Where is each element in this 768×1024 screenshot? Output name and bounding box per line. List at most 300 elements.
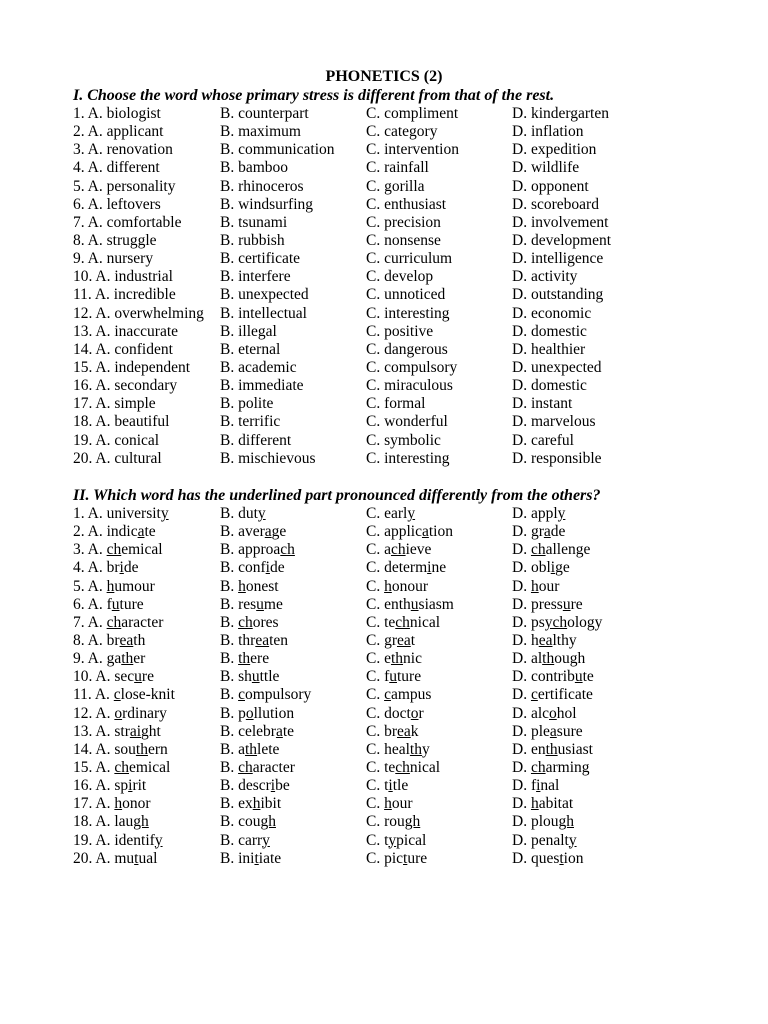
option-c: C. miraculous	[366, 377, 453, 395]
option-text: C. doct	[366, 704, 411, 722]
question-row	[73, 159, 753, 177]
option-a	[73, 668, 154, 686]
option-a-text: A. struggle	[87, 231, 157, 249]
question-row	[73, 795, 753, 813]
option-d: D. marvelous	[512, 413, 596, 431]
question-number: 17.	[73, 795, 96, 813]
question-number: 5.	[73, 577, 88, 595]
option-b: B. rhinoceros	[220, 177, 304, 195]
option-a	[73, 632, 145, 650]
option-text: C. rou	[366, 813, 405, 831]
underlined-part: gh	[133, 813, 149, 831]
option-text-rest: be	[275, 777, 290, 795]
option-a	[73, 359, 190, 377]
underlined-part: y	[262, 831, 270, 849]
underlined-part: i	[536, 777, 541, 795]
option-d	[512, 850, 583, 868]
option-text: B. approa	[220, 541, 281, 559]
option-text: A. f	[87, 595, 112, 613]
option-text: D.	[512, 541, 531, 559]
option-text-rest: y	[421, 740, 430, 758]
question-number: 20.	[73, 849, 96, 867]
underlined-part: h	[114, 795, 123, 813]
option-text: C. t	[366, 777, 389, 795]
option-text: C. heal	[366, 740, 410, 758]
underlined-part: th	[542, 650, 555, 668]
option-text-rest: onour	[391, 577, 429, 595]
option-a	[73, 578, 155, 596]
question-number: 2.	[73, 123, 88, 141]
option-c: C. compliment	[366, 105, 459, 122]
question-number: 19.	[73, 431, 96, 449]
option-a	[73, 105, 161, 123]
underlined-part: u	[562, 595, 571, 613]
question-row	[73, 232, 753, 250]
question-number: 13.	[73, 322, 96, 340]
option-a-text: A. different	[87, 159, 160, 177]
question-number: 4.	[73, 159, 88, 177]
question-row	[73, 759, 753, 777]
option-text: A. br	[87, 559, 120, 577]
option-d	[512, 795, 573, 813]
option-text: C. a	[366, 541, 391, 559]
option-text: C. te	[366, 613, 396, 631]
option-text: D. en	[512, 740, 546, 758]
option-d: D. inflation	[512, 123, 584, 141]
underlined-part: h	[384, 577, 392, 595]
option-b	[220, 559, 285, 577]
option-text-rest: ght	[141, 722, 161, 740]
option-a	[73, 596, 144, 614]
option-text-rest: ology	[567, 613, 603, 631]
option-text-rest: nical	[409, 758, 441, 776]
option-text-rest: pical	[396, 831, 427, 849]
option-a-text: A. simple	[95, 395, 156, 413]
option-c	[366, 813, 420, 831]
option-text-rest: nic	[403, 650, 422, 668]
question-number: 18.	[73, 413, 96, 431]
option-b	[220, 614, 279, 632]
option-a	[73, 432, 159, 450]
option-a	[73, 413, 169, 431]
option-text-rest: ampus	[390, 686, 432, 704]
question-row	[73, 777, 753, 795]
option-text: C. te	[366, 758, 396, 776]
option-b: B. maximum	[220, 123, 301, 141]
option-text: D.	[512, 758, 531, 776]
underlined-part: t	[403, 849, 408, 867]
question-number: 5.	[73, 177, 88, 195]
question-row	[73, 741, 753, 759]
underlined-part: i	[550, 559, 556, 577]
underlined-part: ai	[129, 722, 142, 740]
underlined-part: th	[545, 740, 558, 758]
question-row	[73, 632, 753, 650]
option-text: A. lau	[95, 813, 134, 831]
option-a-text: A. beautiful	[95, 413, 170, 431]
question-number: 20.	[73, 449, 96, 467]
option-c	[366, 705, 424, 723]
option-a	[73, 723, 161, 741]
option-text-rest: ten	[269, 631, 289, 649]
option-a	[73, 178, 175, 196]
option-text: D. f	[512, 777, 537, 795]
question-row	[73, 650, 753, 668]
option-c: C. category	[366, 123, 438, 141]
question-number: 15.	[73, 758, 96, 776]
question-number: 9.	[73, 250, 88, 268]
option-a	[73, 159, 160, 177]
option-text-rest: k	[410, 722, 419, 740]
option-d	[512, 741, 593, 759]
option-text-rest: de	[550, 523, 566, 541]
question-number: 19.	[73, 831, 96, 849]
option-c: C. precision	[366, 213, 441, 231]
option-a	[73, 377, 177, 395]
underlined-part: ch	[395, 758, 410, 776]
option-text-rest: our	[391, 795, 413, 813]
underlined-part: ea	[538, 631, 553, 649]
option-b: B. bamboo	[220, 159, 289, 177]
underlined-part: h	[238, 577, 246, 595]
underlined-part: u	[389, 668, 397, 686]
option-b: B. certificate	[220, 250, 301, 268]
option-text: B.	[220, 650, 239, 668]
question-row	[73, 523, 753, 541]
option-text: C. enth	[366, 595, 411, 613]
option-b: B. immediate	[220, 377, 304, 395]
option-a	[73, 614, 163, 632]
option-text: D. ps	[512, 613, 545, 631]
option-d	[512, 832, 577, 850]
question-number: 11.	[73, 686, 95, 704]
option-text: C. pic	[366, 849, 404, 867]
option-c: C. wonderful	[366, 413, 448, 431]
question-row	[73, 686, 753, 704]
question-number: 7.	[73, 613, 88, 631]
option-text-rest: de	[269, 559, 285, 577]
option-text-rest: nical	[409, 613, 441, 631]
option-c: C. formal	[366, 395, 426, 413]
option-a	[73, 741, 168, 759]
underlined-part: i	[427, 559, 432, 577]
option-b: B. terrific	[220, 413, 281, 431]
underlined-part: h	[384, 795, 392, 813]
question-row	[73, 668, 753, 686]
option-d: D. careful	[512, 431, 574, 449]
underlined-part: i	[270, 777, 276, 795]
page-title: PHONETICS (2)	[325, 68, 443, 85]
section-2-heading: II. Which word has the underlined part pronounced differently from the others?	[73, 487, 601, 504]
option-d: D. activity	[512, 268, 578, 286]
underlined-part: y	[257, 505, 266, 522]
option-a	[73, 523, 156, 541]
option-text-rest: llution	[253, 704, 295, 722]
option-a-text: A. applicant	[87, 123, 164, 141]
option-text: B. ex	[220, 795, 253, 813]
underlined-part: i	[265, 559, 270, 577]
option-text: A. universit	[87, 505, 161, 522]
question-number: 2.	[73, 523, 88, 541]
option-text: A.	[95, 704, 115, 722]
option-text: B. descr	[220, 777, 271, 795]
option-a-text: A. comfortable	[87, 213, 182, 231]
option-c: C. gorilla	[366, 177, 425, 195]
question-number: 1.	[73, 105, 88, 122]
underlined-part: ch	[530, 758, 546, 776]
underlined-part: gh	[404, 813, 421, 831]
option-text: D. contrib	[512, 668, 575, 686]
question-row	[73, 268, 753, 286]
underlined-part: u	[251, 668, 260, 686]
option-text-rest: tle	[392, 777, 409, 795]
question-row	[73, 705, 753, 723]
option-text: B. p	[220, 704, 246, 722]
option-c	[366, 541, 431, 559]
question-row	[73, 559, 753, 577]
option-text-rest: emical	[121, 541, 163, 559]
underlined-part: ea	[397, 722, 411, 740]
underlined-part: o	[410, 704, 419, 722]
option-text-rest: sure	[556, 722, 583, 740]
option-text-rest: lthy	[552, 631, 577, 649]
question-row	[73, 432, 753, 450]
question-row	[73, 359, 753, 377]
underlined-part: ch	[530, 541, 546, 559]
underlined-part: th	[244, 740, 258, 758]
option-d: D. kindergarten	[512, 105, 609, 122]
underlined-part: y	[557, 505, 566, 522]
option-c: C. develop	[366, 268, 434, 286]
option-text: B. aver	[220, 523, 265, 541]
option-text: C. applic	[366, 523, 422, 541]
option-b: B. academic	[220, 358, 297, 376]
question-row	[73, 141, 753, 159]
option-a	[73, 123, 163, 141]
option-c	[366, 596, 454, 614]
option-d: D. domestic	[512, 377, 587, 395]
option-c: C. compulsory	[366, 358, 458, 376]
question-number: 3.	[73, 141, 88, 159]
option-text-rest: lete	[257, 740, 280, 758]
option-b	[220, 578, 279, 596]
option-a	[73, 541, 163, 559]
option-text-rest: th	[133, 631, 146, 649]
option-text: D. appl	[512, 505, 558, 522]
option-d: D. outstanding	[512, 286, 604, 304]
option-a	[73, 341, 173, 359]
option-text: B.	[220, 613, 239, 631]
option-text: A. mu	[95, 849, 135, 867]
option-a	[73, 305, 204, 323]
option-c	[366, 759, 440, 777]
option-d	[512, 614, 602, 632]
option-b: B. unexpected	[220, 286, 309, 304]
option-c: C. unnoticed	[366, 286, 446, 304]
option-a	[73, 705, 167, 723]
option-text-rest: umour	[114, 577, 155, 595]
option-c	[366, 650, 422, 668]
underlined-part: ch	[395, 613, 410, 631]
question-row	[73, 413, 753, 431]
option-d	[512, 686, 593, 704]
question-number: 18.	[73, 813, 96, 831]
question-number: 1.	[73, 505, 88, 522]
question-row	[73, 250, 753, 268]
option-b	[220, 650, 269, 668]
option-d: D. involvement	[512, 213, 609, 231]
option-text-rest: usiast	[557, 740, 593, 758]
underlined-part: a	[264, 523, 272, 541]
question-number: 7.	[73, 213, 88, 231]
option-b: B. intellectual	[220, 304, 307, 322]
question-number: 9.	[73, 650, 88, 668]
option-c	[366, 505, 415, 523]
question-number: 16.	[73, 377, 96, 395]
option-b	[220, 850, 281, 868]
option-text-rest: ieve	[405, 541, 432, 559]
option-a	[73, 232, 157, 250]
option-b	[220, 632, 288, 650]
option-text: B. carr	[220, 831, 263, 849]
option-d	[512, 578, 559, 596]
option-text: A.	[87, 577, 107, 595]
question-number: 8.	[73, 631, 88, 649]
option-text-rest: iate	[258, 849, 282, 867]
underlined-part: h	[530, 795, 539, 813]
option-b: B. tsunami	[220, 213, 288, 231]
option-text: B. ini	[220, 849, 255, 867]
underlined-part: h	[530, 577, 539, 595]
option-a	[73, 759, 170, 777]
option-text-rest: me	[263, 595, 283, 613]
option-c: C. nonsense	[366, 231, 441, 249]
option-text: C. e	[366, 650, 391, 668]
underlined-part: ch	[238, 758, 253, 776]
option-text: A. str	[95, 722, 130, 740]
option-c	[366, 832, 426, 850]
question-number: 10.	[73, 268, 96, 286]
option-c	[366, 777, 408, 795]
underlined-part: y	[388, 831, 397, 849]
option-text: B. thr	[220, 631, 256, 649]
option-a	[73, 686, 175, 704]
underlined-part: t	[134, 849, 139, 867]
option-text: B. celebr	[220, 722, 276, 740]
option-b	[220, 523, 286, 541]
underlined-part: ch	[238, 613, 253, 631]
underlined-part: th	[390, 650, 404, 668]
option-c	[366, 559, 446, 577]
option-d	[512, 668, 594, 686]
option-c: C. rainfall	[366, 159, 429, 177]
option-text-rest: ture	[119, 595, 144, 613]
stress-question-list	[73, 105, 753, 468]
option-text: D. obl	[512, 559, 551, 577]
option-b: B. polite	[220, 395, 274, 413]
underlined-part: a	[137, 523, 145, 541]
underlined-part: ch	[390, 541, 406, 559]
option-text-rest: te	[582, 668, 594, 686]
question-number: 3.	[73, 541, 88, 559]
option-text: C. t	[366, 831, 389, 849]
option-b	[220, 686, 311, 704]
option-text: C. f	[366, 668, 390, 686]
underlined-part: h	[106, 577, 115, 595]
option-text-rest: r	[418, 704, 424, 722]
underlined-part: gh	[558, 813, 574, 831]
underlined-part: a	[275, 722, 283, 740]
option-a	[73, 450, 162, 468]
underlined-part: ch	[280, 541, 295, 559]
option-a-text: A. confident	[95, 340, 173, 358]
option-d	[512, 650, 585, 668]
option-c: C. symbolic	[366, 431, 441, 449]
option-text-rest: ttle	[259, 668, 280, 686]
option-d: D. domestic	[512, 322, 587, 340]
underlined-part: o	[114, 704, 123, 722]
option-text: A.	[95, 758, 115, 776]
option-b: B. counterpart	[220, 105, 309, 122]
option-text-rest: ibit	[260, 795, 282, 813]
option-text: A. sou	[95, 740, 136, 758]
option-c: C. intervention	[366, 141, 459, 159]
option-b	[220, 777, 290, 795]
option-text-rest: te	[282, 722, 295, 740]
underlined-part: o	[245, 704, 254, 722]
option-d	[512, 541, 590, 559]
option-a-text: A. incredible	[94, 286, 176, 304]
option-b	[220, 541, 295, 559]
option-text-rest: onest	[245, 577, 279, 595]
option-c: C. positive	[366, 322, 434, 340]
question-number: 17.	[73, 395, 96, 413]
option-text: C. br	[366, 722, 397, 740]
underlined-part: th	[135, 740, 148, 758]
question-number: 11.	[73, 286, 95, 304]
option-d: D. development	[512, 231, 612, 249]
option-a	[73, 832, 163, 850]
option-text-rest: re	[141, 668, 154, 686]
option-text-rest: te	[144, 523, 156, 541]
option-a	[73, 813, 149, 831]
underlined-part: u	[574, 668, 583, 686]
option-text-rest: ertificate	[537, 686, 593, 704]
option-text-rest: onor	[122, 795, 151, 813]
option-b: B. windsurfing	[220, 195, 313, 213]
option-text-rest: er	[133, 650, 146, 668]
question-row	[73, 541, 753, 559]
option-text: A. indic	[87, 523, 138, 541]
option-text: A.	[94, 686, 114, 704]
option-c	[366, 578, 428, 596]
option-b: B. illegal	[220, 322, 277, 340]
option-c: C. dangerous	[366, 340, 448, 358]
option-d	[512, 813, 574, 831]
option-d: D. expedition	[512, 141, 597, 159]
underlined-part: i	[119, 559, 124, 577]
option-a-text: A. inaccurate	[95, 322, 179, 340]
option-b: B. interfere	[220, 268, 291, 286]
question-number: 15.	[73, 358, 96, 376]
underlined-part: u	[134, 668, 142, 686]
option-text: D. al	[512, 650, 543, 668]
option-b	[220, 741, 279, 759]
option-text-rest: emical	[129, 758, 171, 776]
option-d: D. wildlife	[512, 159, 580, 177]
option-text-rest: ores	[252, 613, 279, 631]
option-text: C.	[366, 686, 385, 704]
